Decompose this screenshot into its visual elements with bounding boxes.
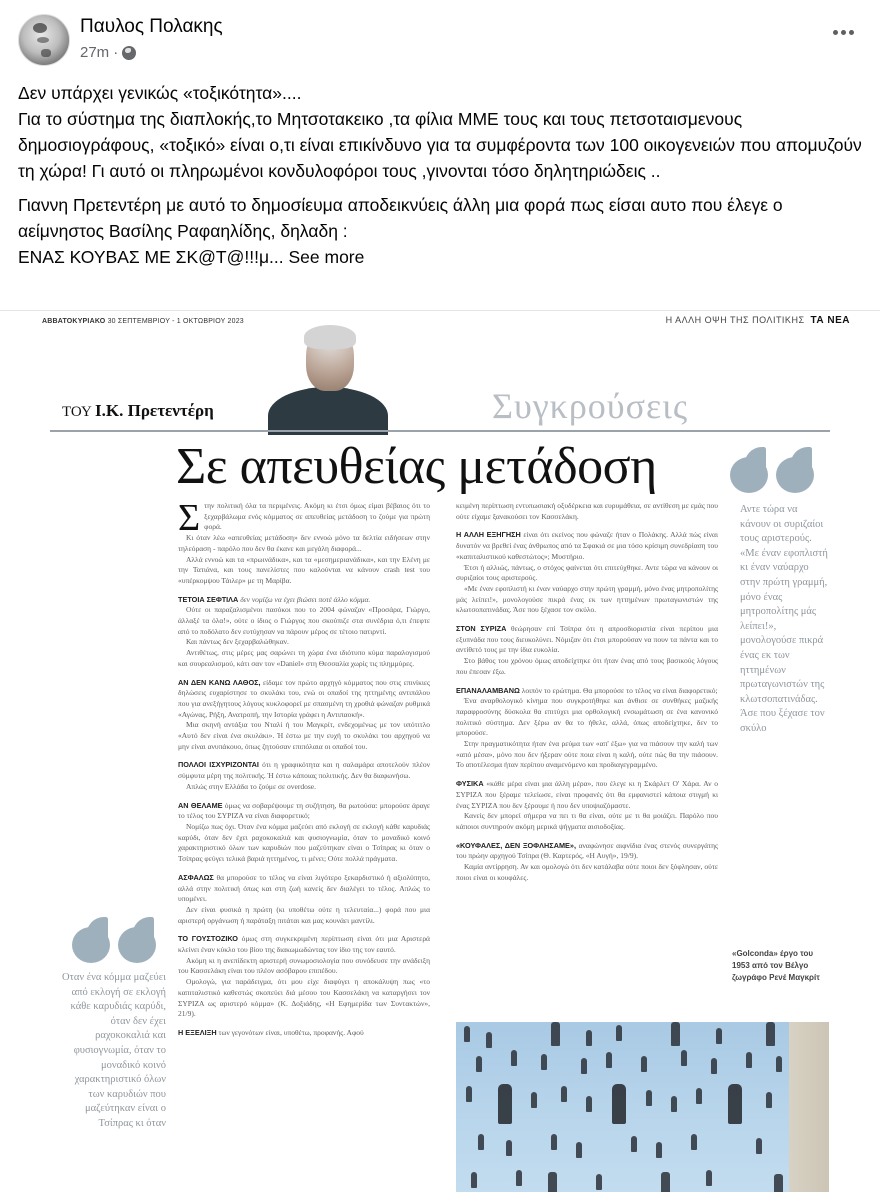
article-paragraph: Ακόμη κι η ανεπίδεκτη αριστερή συνωμοσιολογία που συνόδευσε την ανάδειξη του Κασσελάκη είναι του πλέον ασόβαρου επιπέδου. [178,955,430,976]
article-paragraph: Καμία αντίρρηση. Αν και ομολογώ ότι δεν κατάλαβα ούτε ποιοι δεν ξόφλησαν, ούτε ποιοι είναι οι κουφάλες. [456,862,718,882]
article-paragraph: την πολιτική όλα τα περιμένεις. Ακόμη κι έτσι όμως είμαι βέβαιος ότι το ξεχαρβάλωμα ενός κόμματος σε απευθείας μετάδοση το ζούμε για πρώτη φορά. [204,501,430,532]
more-options-icon[interactable] [833,30,854,35]
article-paragraph: ΤΕΤΟΙΑ ΣΕΦΤΙΛΑ δεν νομίζω να έχει βιώσει ποτέ άλλο κόμμα. [178,594,371,604]
article-paragraph: ΦΥΣΙΚΑ «κάθε μέρα είναι μια άλλη μέρα», που έλεγε κι η Σκάρλετ Ο' Χάρα. Αν ο ΣΥΡΙΖΑ που ξέραμε τελείωσε, είναι προφανές ότι θα εμφανιστεί κάποια στιγμή κι ένας ΣΥΡΙΖΑ που δεν ξέρουμε ή που δεν υποψιαζόμαστε. [456,779,718,810]
meta-separator: · [113,44,119,61]
golconda-painting [456,1022,829,1192]
article-paragraph: Ένα αναρθολογικό κίνημα που συγκροτήθηκε και άνθισε σε συνθήκες μαζικής παραφροσύνης δύσκολα θα επιτύχει μια ορθολογική ενσωμάτωση σε ένα κανονικό πολιτικό σύστημα. Δεν ξέρω αν θα το ήθελε, αλλά, όπως αποδείχτηκε, δεν το μπορούσε. [456,696,718,738]
article-paragraph: ΕΠΑΝΑΛΑΜΒΑΝΩ λοιπόν το ερώτημα. Θα μπορούσε το τέλος να είναι διαφορετικό; [456,685,718,695]
article-paragraph: Νομίζω πως όχι. Όταν ένα κόμμα μαζεύει από εκλογή σε εκλογή κάθε καρυδιάς καρύδι, όταν δεν έχει ραχοκοκαλιά και φυσιογνωμία, όταν το μοναδικό κοινό χαρακτηριστικό όλων των καρυδιών που μαζεύτηκαν είναι ο Τσίπρας κι όταν ο Τσίπρας φεύγει τελικά βαριά ηττημένος, τι μένει; Ούτε πολλά πράγματα. [178,821,430,864]
article-paragraph: Αντιθέτως, στις μέρες μας σαρώνει τη χώρα ένα ιδιότυπο κύμα παραλογισμού και σουρεαλισμού, κάτι σαν τον «Daniel» στη Θεσσαλία χωρίς τις πλημμύρες. [178,648,430,668]
byline: ΤΟΥ Ι.Κ. Πρετεντέρη [62,401,214,420]
article-paragraph: Στο βάθος του χρόνου όμως αποδείχτηκε ότι ήταν ένας από τους βασικούς λόγους που έπεσαν έξω. [456,656,718,676]
author-name[interactable]: Παυλος Πολακης [80,16,223,37]
article-column-1 [178,497,431,1039]
article-paragraph: ΑΝ ΔΕΝ ΚΑΝΩ ΛΑΘΟΣ, είδαμε τον πρώτο αρχηγό κόμματος που στις επινίκιες δηλώσεις ευχαρίστησε το σκυλάκι του, ενώ οι οπαδοί της ηττημένης αντιπάλου που για ανεξήγητους λόγους κυκλοφορεί με σπασμένη τη χροθιά φώναζαν ρυθμικά «Αγώνας, Ρήξη, Ανατροπή, την Ιστορία γράφει η Αντιπαοκή». [178,677,430,719]
post-meta [80,44,136,61]
article-paragraph: κειμένη περίπτωση εντυπωσιακή οξυδέρκεια και ευρυμάθεια, σε αντίθεση με εμάς που ούτε είχαμε ξανακούσει τον Κασσελάκη. [456,501,718,521]
article-paragraph: Κανείς δεν μπορεί σήμερα να πει τι θα είναι, ούτε με τι θα μοιάζει. Παρόλο που κάποιοι συντηρούν ακόμη μερικά ψήγματα αισιοδοξίας. [456,811,718,831]
article-paragraph: Δεν είναι φυσικά η πρώτη (κι υποθέτω ούτε η τελευταία...) φορά που μια αριστερή οργάνωση ή παράταξη πιτάται και μας κουνάει μαντίλι. [178,904,430,925]
column-title: Συγκρούσεις [492,386,689,426]
newspaper-clipping-image[interactable] [0,310,880,1192]
author-avatar[interactable] [18,14,70,66]
pull-quote-right: Αντε τώρα να κάνουν οι συριζαίοι τους αριστερούς. «Με έναν εφοπλιστή κι έναν ναύαρχο στην πρώτη γραμμή, μόνο ένας μητροπολίτης μάς λείπει!», μονολογούσε πικρά ένας εκ των ηττημένων πρωταγωνιστών της κλωτσοπατινάδας. Άσε που ξέχασε τον σκύλο [740,504,828,734]
article-paragraph: Αλλά εννοώ και τα «πρωινάδικα», και τα «μεσημεριανάδικα», και την Ελένη με την Τατιάνα, και τους πανελίστες που καλούνται να κάνουν crash test του «υπέρκομψου Τάιλερ» με τη Μαρίβα. [178,554,430,585]
image-caption: «Golconda» έργο του 1953 από τον Βέλγο ζωγράφο Ρενέ Μαγκρίτ [732,949,820,982]
author-photo [268,325,388,435]
globe-icon[interactable] [122,46,136,60]
article-paragraph: ΑΣΦΑΛΩΣ θα μπορούσε το τέλος να είναι λιγότερο ξεκαρδιστικό ή αξιολύπητο, αλλά στην πολιτική όπως και στη ζωή κανείς δεν διαλέγει το τέλος. Απλώς το υπομένει. [178,872,430,904]
post-paragraph: Γιαννη Πρετεντέρη με αυτό το δημοσίευμα αποδεικνύεις άλλη μια φορά πως είσαι αυτο που έλεγε ο αείμνηστος Βασίλης Ραφαηλίδης, δηλαδη : [18,195,783,241]
drop-cap: Σ [178,497,201,539]
article-paragraph: Η ΑΛΛΗ ΕΞΗΓΗΣΗ είναι ότι εκείνος που φώναζε ήταν ο Πολάκης. Αλλά πώς είναι δυνατόν να βρεθεί ένας άνθρωπος από τα Σφακιά σε μια τόσο κρίσιμη συνεδρίαση του «καπιταλιστικού καθεστώτος»; Μυστήριο. [456,530,718,561]
article-paragraph: «Με έναν εφοπλιστή κι έναν ναύαρχο στην πρώτη γραμμή, μόνο ένας μητροπολίτης μάς λείπει!», μονολογούσε πικρά ένας εκ των ηττημένων πρωταγωνιστών της κλωτσοπατινάδας. Άσε που ξέχασε τον σκύλο. [456,583,718,615]
quote-mark-icon [730,447,816,493]
article-paragraph: ΑΝ ΘΕΛΑΜΕ όμως να σοβαρέψουμε τη συζήτηση, θα ρωτούσα: μπορούσε άραγε το τέλος του ΣΥΡΙΖΑ να είναι διαφορετικό; [178,800,430,821]
article-paragraph: Έτσι ή αλλιώς, πάντως, ο στόχος φαίνεται ότι επιτεύχθηκε. Αντε τώρα να κάνουν οι συριζαίοι τους αριστερούς. [456,562,718,583]
article-paragraph: Μια σκηνή αντάξια του Νταλί ή του Μαγκρίτ, ενδεχομένως με τον υπότιτλο «Αυτό δεν είναι ένα σκυλάκι». Ή έστω με την ευχή το σκυλάκι του αρχηγού να μην είναι ανυπάκουο, όπως ζητούσαν επιπόλαια οι οπαδοί του. [178,720,430,751]
header-rule [50,430,830,432]
post-header [18,14,864,70]
article-paragraph: ΣΤΟΝ ΣΥΡΙΖΑ θεώρησαν επί Τσίπρα ότι η απροσδιοριστία είναι περίπου μια εξυπνάδα που τους διευκολύνει. Νόμιζαν ότι έτσι μπορούσαν να πουν τα πάντα και το αντίθετό τους με την ίδια ευκολία. [456,624,719,655]
article-paragraph: Η ΕΞΕΛΙΞΗ των γεγονότων είναι, υποθέτω, προφανής. Αφού [178,1027,364,1037]
post-text [18,80,864,278]
article-paragraph: ΠΟΛΛΟΙ ΙΣΧΥΡΙΖΟΝΤΑΙ ότι η γραφικότητα και η σαλαμάρα αποτελούν πλέον σύμφυτα μέρη της πολιτικής. Ή έστω κάποιας πολιτικής. Δεν θα διαφωνήσω. [178,760,431,781]
edition-line: ΑΒΒΑΤΟΚΥΡΙΑΚΟ 30 ΣΕΠΤΕΜΒΡΙΟΥ - 1 ΟΚΤΩΒΡΙΟΥ 2023 [42,318,244,325]
quote-mark-icon [72,917,158,963]
post-paragraph: Δεν υπάρχει γενικώς «τοξικότητα».... [18,83,302,103]
article-paragraph: «ΚΟΥΦΑΛΕΣ, ΔΕΝ ΞΟΦΛΗΣΑΜΕ», αναφώνησε αιφνίδια ένας στενός συνεργάτης του πρώην αρχηγού Τσίπρα (Θ. Καρτερός, «Η Αυγή», 19/9). [456,840,718,861]
post-paragraph-truncated: ΕΝΑΣ ΚΟΥΒΑΣ ΜΕ ΣΚ@Τ@!!!μ... See more [18,247,365,267]
pull-quote-left: Οταν ένα κόμμα μαζεύει από εκλογή σε εκλογή κάθε καρυδιάς καρύδι, όταν δεν έχει ραχοκοκαλιά και φυσιογνωμία, όταν το μοναδικό κοινό χαρακτηριστικό όλων των καρυδιών που μαζεύτηκαν είναι ο Τσίπρας κι όταν [62,972,166,1129]
article-paragraph: Στην πραγματικότητα ήταν ένα ρεύμα των «απ' έξω» για να πιάσουν την καλή των «από μέσα», μόνο που δεν ήξεραν ούτε ποια είναι η καλή, ούτε πώς θα την πιάσουν. Το αποτέλεσμα ήταν περίπου αναμενόμενο και προδιαγεγραμμένο. [456,739,718,770]
article-paragraph: Ούτε οι παραζαλισμένοι πασόκοι που το 2004 φώναζαν «Προσάρα, Γιώργο, άλλαξέ τα όλα!», ούτε ο ίδιος ο Γιώργος που σκούπιζε στα συνέδρια ό,τι έπεφτε από το ποδόλατο δεν ευτύχησαν να πάρουν μέρος σε τέτοιο πατιρντί. [178,605,430,636]
see-more-link[interactable]: See more [288,247,365,267]
article-paragraph: ΤΟ ΓΟΥΣΤΟΖΙΚΟ όμως στη συγκεκριμένη περίπτωση είναι ότι μια Αριστερά κλείνει έναν κύκλο του βίου της διακωμωδώντας τον ίδιο της τον εαυτό. [178,934,430,955]
article-column-2 [456,501,718,884]
article-paragraph: Απλώς στην Ελλάδα το ζούμε σε overdose. [186,781,316,791]
article-headline: Σε απευθείας μετάδοση [176,438,657,495]
post-timestamp[interactable]: 27m [80,44,110,61]
post-paragraph: Για το σύστημα της διαπλοκής,το Μητσοτακεικο ,τα φίλια ΜΜΕ τους και τους πετσοταισμενους δημοσιογράφους, «τοξικό» είναι ο,τι είναι επικίνδυνο για τα συμφέροντα των 100 οικογενειών που απομυζούν τη χώρα! Γι αυτό οι πληρωμένοι κονδυλοφόροι τους ,γινονται τόσο δηλητηριώδεις .. [18,109,862,181]
article-paragraph: Ομολογώ, για παράδειγμα, ότι μου είχε διαφύγει η αποκάλυψη πως «το καπιταλιστικό καθεστώς σκοπεύει διά μέσου του Κασσελάκη να καταργήσει τον ΣΥΡΙΖΑ ως αριστερό κόμμα» (Κ. Δοξιάδης, «Η Εφημερίδα των Συντακτών», 21/9). [178,977,430,1019]
article-paragraph: Κι όταν λέω «απευθείας μετάδοση» δεν εννοώ μόνο τα δελτία ειδήσεων στην τηλεόραση - παρόλο που δεν θα έκανε και μεγάλη διαφορά... [178,533,430,553]
section-line: Η ΑΛΛΗ ΟΨΗ ΤΗΣ ΠΟΛΙΤΙΚΗΣ ΤΑ ΝΕΑ [665,315,850,326]
article-paragraph: Και πάντως δεν ξεχαρβαλώθηκαν. [186,637,289,647]
